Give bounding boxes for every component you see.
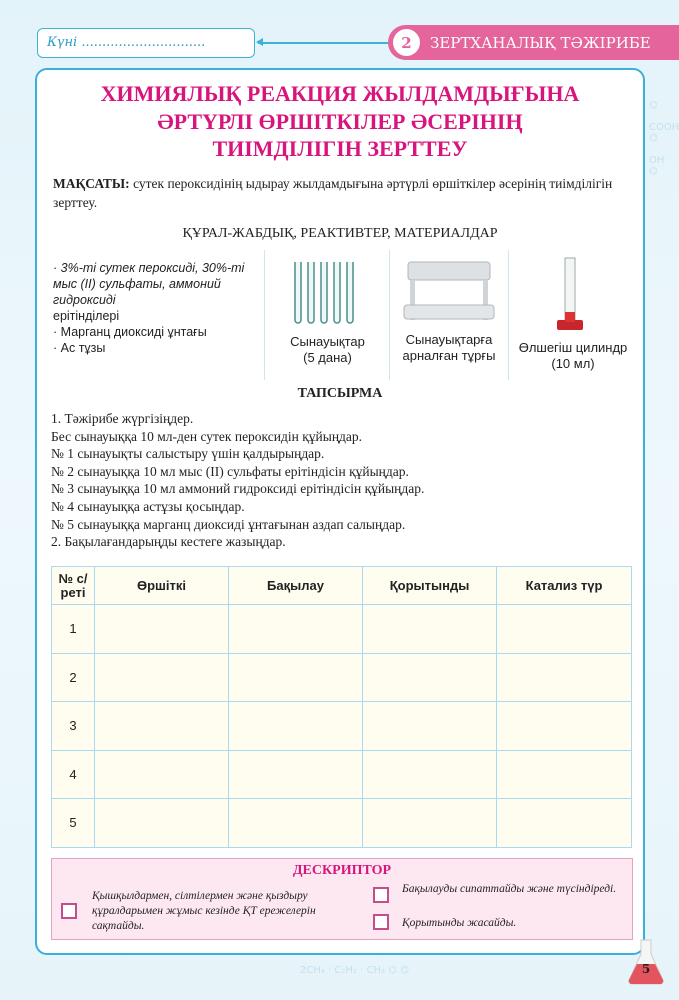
row-number: 1 [52, 605, 95, 654]
task-line: № 1 сынауықты салыстыру үшін қалдырыңдар. [51, 446, 325, 462]
page-number-flask [628, 938, 664, 986]
task-line: № 5 сынауыққа марганц диоксиді ұнтағынан аздап салыңдар. [51, 516, 406, 532]
cell[interactable] [95, 653, 229, 702]
table-row [52, 653, 632, 702]
cell[interactable] [363, 702, 497, 751]
cell[interactable] [363, 653, 497, 702]
cell[interactable] [363, 750, 497, 799]
checkbox[interactable] [61, 903, 77, 919]
table-row [52, 605, 632, 654]
cell[interactable] [497, 653, 632, 702]
col-header: Бақылау [229, 567, 363, 605]
tubes-label: Сынауықтар [290, 334, 365, 349]
task-line: № 2 сынауыққа 10 мл мыс (ІІ) сульфаты ерітіндісін құйыңдар. [51, 463, 409, 479]
rack-label: Сынауықтарға арналған тұрғы [402, 332, 496, 363]
cylinder-icon [509, 250, 637, 336]
cylinder-volume: (10 мл) [551, 356, 595, 371]
reagent-list: · 3%-ті сутек пероксиді, 30%-ті мыс (ІІ) сульфаты, аммоний гидроксиді ерітінділері · Марганц диоксиді ұнтағы · Ас тұзы [53, 250, 263, 382]
date-field[interactable]: Күні .............................. [37, 28, 255, 58]
task-line: № 3 сынауыққа 10 мл аммоний гидроксиді ерітіндісін құйыңдар. [51, 481, 425, 497]
lab-number: 2 [393, 29, 420, 56]
col-header: Өршіткі [95, 567, 229, 605]
cell[interactable] [363, 799, 497, 848]
tubes-count: (5 дана) [303, 350, 352, 365]
cell[interactable] [229, 605, 363, 654]
row-number: 5 [52, 799, 95, 848]
descriptor-heading: ДЕСКРИПТОР [292, 863, 392, 878]
cell[interactable] [229, 799, 363, 848]
tube-rack [390, 250, 508, 382]
cell[interactable] [95, 605, 229, 654]
checkbox[interactable] [373, 887, 389, 903]
title-line: ӘРТҮРЛІ ӨРШІТКІЛЕР ӘСЕРІНІҢ [157, 108, 523, 134]
row-number: 2 [52, 653, 95, 702]
cell[interactable] [229, 653, 363, 702]
chem-pattern: ⌬ COOH ⌬ OH ⌬ [649, 100, 679, 177]
reagent-item: Марганц диоксиді ұнтағы [60, 325, 207, 339]
cell[interactable] [363, 605, 497, 654]
row-number: 4 [52, 750, 95, 799]
reagents: 3%-ті сутек пероксиді, 30%-ті мыс (ІІ) сульфаты, аммоний гидроксиді [53, 261, 245, 307]
title-line: ХИМИЯЛЫҚ РЕАКЦИЯ ЖЫЛДАМДЫҒЫНА [100, 81, 580, 106]
col-header: Қорытынды [363, 567, 497, 605]
table-row [52, 702, 632, 751]
equipment-heading: ҚҰРАЛ-ЖАБДЫҚ, РЕАКТИВТЕР, МАТЕРИАЛДАР [182, 226, 498, 241]
cell[interactable] [497, 799, 632, 848]
lab-banner [388, 25, 679, 60]
table-header [52, 567, 632, 605]
cylinder-label: Өлшегіш цилиндр [518, 340, 628, 355]
task-line: Бес сынауыққа 10 мл-ден сутек пероксидін құйыңдар. [51, 428, 363, 444]
cell[interactable] [95, 702, 229, 751]
title-line: ТИІМДІЛІГІН ЗЕРТТЕУ [212, 136, 468, 161]
descriptor-box [51, 858, 633, 940]
descriptor-item: Қышқылдармен, сілтілермен және қыздыру құралдарымен жұмыс кезінде ҚТ ережелерін сақтайды. [92, 890, 316, 932]
cell[interactable] [229, 750, 363, 799]
table-row [52, 750, 632, 799]
rack-icon [390, 250, 508, 328]
task-line: № 4 сынауыққа астұзы қосыңдар. [51, 498, 245, 514]
task-list [51, 410, 424, 551]
content-card [35, 68, 645, 955]
objective-label: МАҚСАТЫ: [53, 176, 130, 191]
objective [53, 174, 633, 212]
reagents-suffix: ерітінділері [53, 309, 120, 323]
arrow-icon [258, 42, 392, 44]
table-row [52, 799, 632, 848]
cell[interactable] [497, 605, 632, 654]
objective-text: сутек пероксидінің ыдырау жылдамдығына әртүрлі өршіткілер әсерінің тиімділігін зерттеу. [53, 176, 613, 210]
test-tubes-icon [265, 250, 390, 330]
measuring-cylinder [509, 250, 637, 382]
descriptor-item: Қорытынды жасайды. [402, 917, 517, 929]
page-number: 5 [641, 962, 651, 976]
page-title [37, 80, 643, 163]
cell[interactable] [229, 702, 363, 751]
observation-table [51, 566, 632, 848]
checkbox[interactable] [373, 914, 389, 930]
task-heading: ТАПСЫРМА [297, 386, 383, 401]
cell[interactable] [95, 799, 229, 848]
task-line: 2. Бақылағандарыңды кестеге жазыңдар. [51, 534, 286, 550]
task-line: 1. Тәжірибе жүргізіңдер. [51, 411, 194, 426]
test-tubes [265, 250, 390, 382]
row-number: 3 [52, 702, 95, 751]
cell[interactable] [95, 750, 229, 799]
cell[interactable] [497, 750, 632, 799]
chem-pattern: 2CH₄ · C₂H₂ · CH₃ ⌬ ⌬ [300, 965, 409, 976]
col-header: № с/реті [52, 567, 95, 605]
lab-title: ЗЕРТХАНАЛЫҚ ТӘЖІРИБЕ [430, 33, 651, 52]
cell[interactable] [497, 702, 632, 751]
reagent-item: Ас тұзы [60, 341, 106, 355]
descriptor-item: Бақылауды сипаттайды және түсіндіреді. [402, 883, 617, 895]
col-header: Катализ түр [497, 567, 632, 605]
